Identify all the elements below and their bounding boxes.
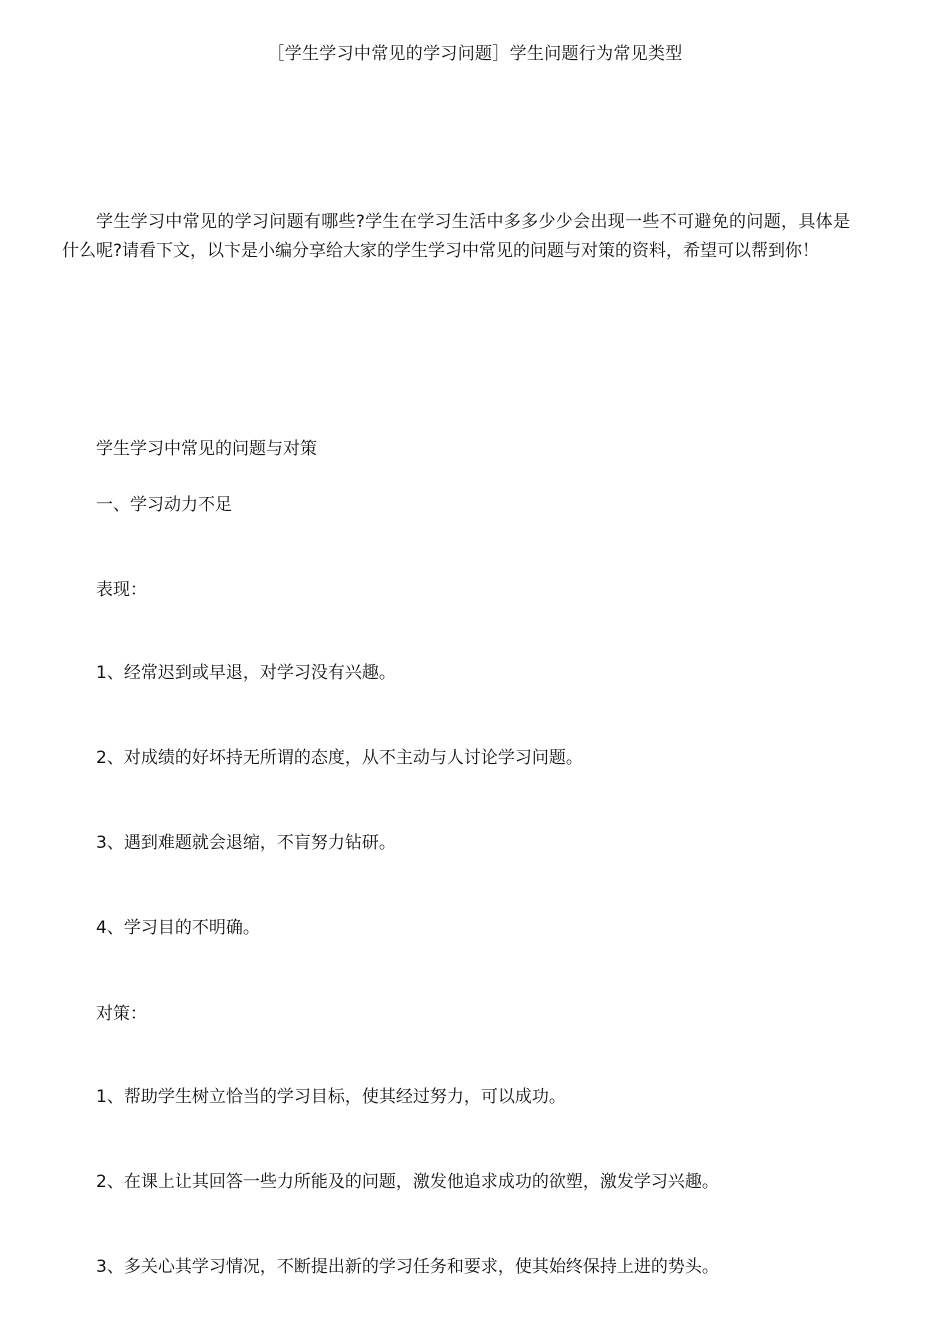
symptom-item: 1、经常迟到或早退，对学习没有兴趣。 (96, 663, 396, 683)
measures-label: 对策： (96, 1004, 147, 1024)
section-heading: 学生学习中常见的问题与对策 (96, 439, 317, 459)
intro-paragraph: 学生学习中常见的学习问题有哪些?学生在学习生活中多多少少会出现一些不可避免的问题，具体是什么呢?请看下文，以卞是小编分享给大家的学生学习中常见的问题与对策的资料，希望可以帮到你！ (62, 212, 850, 261)
symptom-item: 4、学习目的不明确。 (96, 918, 260, 938)
measure-item: 2、在课上让其回答一些力所能及的问题，激发他追求成功的欲塑，激发学习兴趣。 (96, 1172, 719, 1192)
subheading-lack-of-motivation: 一、学习动力不足 (96, 495, 232, 515)
symptoms-label: 表现： (96, 580, 147, 600)
symptom-item: 3、遇到难题就会退缩，不肓努力钻研。 (96, 833, 396, 853)
measure-item: 1、帮助学生树立恰当的学习目标，使其经过努力，可以成功。 (96, 1087, 566, 1107)
symptom-item: 2、对成绩的好坏持无所谓的态度，从不主动与人讨论学习问题。 (96, 748, 583, 768)
measure-item: 3、多关心其学习情况，不断提出新的学习任务和要求，使其始终保持上进的势头。 (96, 1257, 719, 1277)
document-title: ［学生学习中常见的学习问题］学生问题行为常见类型 (267, 44, 683, 64)
